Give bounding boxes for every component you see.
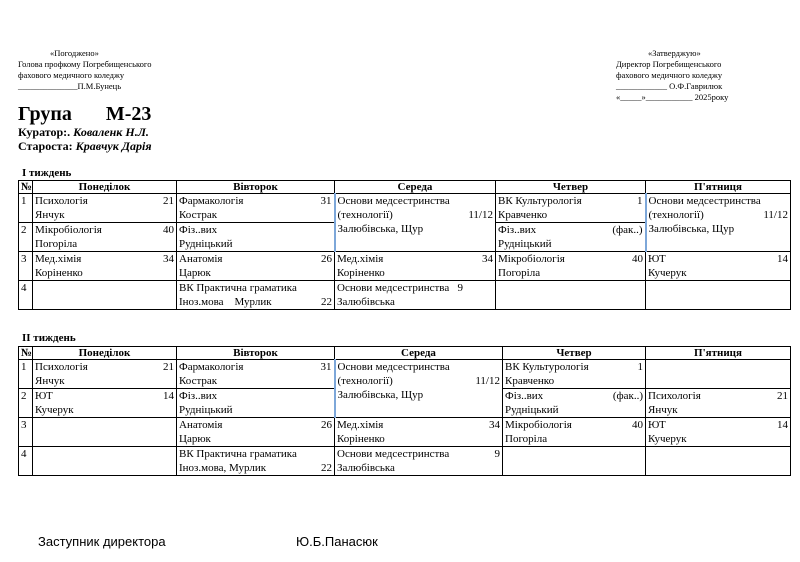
subject: Фармакологія <box>179 361 244 373</box>
subject: Мікробіологія <box>505 419 572 431</box>
approval-left-header: «Погоджено» <box>50 48 99 58</box>
lesson-cell-empty <box>496 281 646 310</box>
room: 9 <box>494 448 500 460</box>
subject: ВК Культурологія <box>498 195 582 207</box>
teacher-name: Мурлик <box>234 296 272 308</box>
table-row <box>19 252 791 281</box>
subject: Основи медсестринства <box>337 195 450 207</box>
subject: Основи медсестринства <box>337 361 450 373</box>
subject: ВК Практична граматика <box>179 448 297 460</box>
room: 22 <box>321 296 332 308</box>
teacher: Залюбівська, Щур <box>337 223 424 235</box>
lesson-cell <box>335 360 503 418</box>
lesson-cell-empty <box>33 447 177 476</box>
week1-label: І тиждень <box>22 167 72 179</box>
footer-signatory: Ю.Б.Панасюк <box>296 534 378 549</box>
lesson-cell <box>335 281 496 310</box>
curator-label: Куратор:. <box>18 125 71 139</box>
subject: Фіз..вих <box>498 224 537 236</box>
lesson-cell <box>335 418 503 447</box>
room: 34 <box>163 253 174 265</box>
lesson-cell <box>177 252 335 281</box>
room: 26 <box>321 253 332 265</box>
starosta-line <box>18 139 152 154</box>
teacher: Кострак <box>179 375 218 387</box>
room: 22 <box>321 462 332 474</box>
table-row <box>19 194 791 223</box>
subject: Мікробіологія <box>498 253 565 265</box>
col-tuesday: Вівторок <box>177 347 335 360</box>
approval-right-line1: Директор Погребищенського <box>616 59 722 69</box>
footer-position: Заступник директора <box>38 534 166 549</box>
teacher: Коріненко <box>337 267 385 279</box>
room: 21 <box>777 390 788 402</box>
subject: Анатомія <box>179 419 223 431</box>
teacher: Погоріла <box>35 238 78 250</box>
teacher: Залюбівська <box>337 462 395 474</box>
group-name: М-23 <box>105 103 152 125</box>
table-row <box>19 281 791 310</box>
room: 40 <box>163 224 174 236</box>
room: 14 <box>777 419 788 431</box>
room: (фак..) <box>612 224 643 236</box>
teacher: Кравченко <box>505 375 555 387</box>
teacher: Рудніцький <box>498 238 552 250</box>
subject: Основи медсестринства <box>337 448 450 460</box>
subject: Мед.хімія <box>35 253 82 265</box>
room: 34 <box>489 419 500 431</box>
col-wednesday: Середа <box>335 181 496 194</box>
lesson-cell <box>177 223 335 252</box>
lesson-cell <box>177 360 335 389</box>
lesson-number: 1 <box>19 194 33 223</box>
lesson-cell <box>335 252 496 281</box>
lesson-cell <box>335 447 503 476</box>
lesson-number: 2 <box>19 389 33 418</box>
col-friday: П'ятниця <box>646 347 791 360</box>
approval-block-right <box>616 48 791 103</box>
lesson-cell <box>503 360 646 389</box>
group-label: Група <box>18 103 72 125</box>
lesson-cell <box>503 418 646 447</box>
lesson-cell <box>33 252 177 281</box>
lesson-cell <box>335 194 496 252</box>
teacher: Рудніцький <box>505 404 559 416</box>
room: 11/12 <box>468 209 493 221</box>
subject: ВК Практична граматика <box>179 282 297 294</box>
table-header-row <box>19 347 791 360</box>
teacher: Залюбівська, Щур <box>648 223 735 235</box>
starosta-name: Кравчук Дарія <box>75 139 152 153</box>
table-row <box>19 447 791 476</box>
week2-label: ІІ тиждень <box>22 332 76 344</box>
subject: Фіз..вих <box>179 390 218 402</box>
col-tuesday: Вівторок <box>177 181 335 194</box>
subject: Мед.хімія <box>337 253 384 265</box>
curator-line <box>18 125 149 140</box>
subject: Мед.хімія <box>337 419 384 431</box>
teacher: Кучерук <box>35 404 74 416</box>
lesson-cell <box>33 389 177 418</box>
table-row <box>19 418 791 447</box>
col-num: № <box>19 347 33 360</box>
teacher: Коріненко <box>35 267 83 279</box>
lesson-cell <box>496 194 646 223</box>
lesson-cell-empty <box>646 447 791 476</box>
lesson-cell <box>496 223 646 252</box>
lesson-number: 1 <box>19 360 33 389</box>
lesson-cell <box>646 418 791 447</box>
starosta-label: Староста: <box>18 139 73 153</box>
teacher: Іноз.мова, Мурлик <box>179 462 267 474</box>
subject: Фармакологія <box>179 195 244 207</box>
approval-right-line2: фахового медичного коледжу <box>616 70 723 80</box>
lesson-number: 3 <box>19 252 33 281</box>
lesson-cell-empty <box>33 281 177 310</box>
room: (фак..) <box>612 390 643 402</box>
room: 11/12 <box>763 209 788 221</box>
approval-left-line1: Голова профкому Погребищенського <box>18 59 152 69</box>
teacher: Янчук <box>648 404 678 416</box>
lesson-cell <box>177 447 335 476</box>
room: 21 <box>163 195 174 207</box>
room: 9 <box>457 282 463 294</box>
lesson-number: 4 <box>19 447 33 476</box>
room: 14 <box>163 390 174 402</box>
room: 40 <box>632 253 643 265</box>
room: 40 <box>632 419 643 431</box>
room: 31 <box>320 361 332 373</box>
teacher: Янчук <box>35 209 65 221</box>
subject: Основи медсестринства <box>337 282 450 294</box>
subject: Психологія <box>35 195 88 207</box>
lesson-cell <box>33 194 177 223</box>
lesson-cell-empty <box>503 447 646 476</box>
lesson-cell <box>177 281 335 310</box>
subject: ВК Культурологія <box>505 361 589 373</box>
teacher: Кравченко <box>498 209 548 221</box>
lesson-cell <box>646 389 791 418</box>
col-friday: П'ятниця <box>646 181 791 194</box>
room: 14 <box>777 253 788 265</box>
room: 31 <box>320 195 332 207</box>
subject: Мікробіологія <box>35 224 102 236</box>
col-thursday: Четвер <box>503 347 646 360</box>
col-monday: Понеділок <box>33 181 177 194</box>
teacher: Кострак <box>179 209 218 221</box>
lesson-cell <box>496 252 646 281</box>
lesson-cell <box>177 418 335 447</box>
week2-schedule-table <box>18 346 791 476</box>
teacher: Залюбівська <box>337 296 395 308</box>
lesson-cell <box>646 252 791 281</box>
room: 21 <box>163 361 174 373</box>
teacher: Кучерук <box>648 433 687 445</box>
approval-right-line3: ____________ О.Ф.Гаврилюк <box>616 81 723 91</box>
room: 26 <box>321 419 332 431</box>
lesson-cell <box>646 194 791 252</box>
curator-name: Коваленк Н.Л. <box>73 125 149 139</box>
col-monday: Понеділок <box>33 347 177 360</box>
approval-right-line4: «_____»___________ 2025року <box>616 92 729 102</box>
approval-block-left <box>18 48 268 92</box>
teacher: Рудніцький <box>179 238 233 250</box>
subject: Психологія <box>648 390 701 402</box>
col-num: № <box>19 181 33 194</box>
table-row <box>19 360 791 389</box>
approval-left-line2: фахового медичного коледжу <box>18 70 125 80</box>
teacher: Погоріла <box>505 433 548 445</box>
subject: ЮТ <box>35 390 53 402</box>
subject: Фіз..вих <box>179 224 218 236</box>
teacher: Залюбівська, Щур <box>337 389 424 401</box>
lesson-cell-empty <box>33 418 177 447</box>
lesson-cell-empty <box>646 281 791 310</box>
col-thursday: Четвер <box>496 181 646 194</box>
lesson-number: 2 <box>19 223 33 252</box>
lesson-cell <box>177 194 335 223</box>
teacher: Рудніцький <box>179 404 233 416</box>
col-wednesday: Середа <box>335 347 503 360</box>
subject: Основи медсестринства <box>648 195 761 207</box>
lesson-cell <box>33 360 177 389</box>
subject: Психологія <box>35 361 88 373</box>
lesson-cell-empty <box>646 360 791 389</box>
teacher: Коріненко <box>337 433 385 445</box>
approval-left-line3: ______________П.М.Бунець <box>18 81 122 91</box>
room: 1 <box>637 195 643 207</box>
lesson-cell <box>33 223 177 252</box>
room: 34 <box>482 253 493 265</box>
subject-detail: (технології) <box>337 209 393 221</box>
teacher: Янчук <box>35 375 65 387</box>
lesson-number: 4 <box>19 281 33 310</box>
room: 11/12 <box>475 375 500 387</box>
subject: Фіз..вих <box>505 390 544 402</box>
teacher: Кучерук <box>648 267 687 279</box>
group-title <box>18 103 151 126</box>
subject-detail: (технології) <box>337 375 393 387</box>
lesson-cell <box>503 389 646 418</box>
teacher: Погоріла <box>498 267 541 279</box>
lesson-cell <box>177 389 335 418</box>
subject: Анатомія <box>179 253 223 265</box>
lesson-number: 3 <box>19 418 33 447</box>
room: 1 <box>637 361 643 373</box>
week1-schedule-table <box>18 180 791 310</box>
teacher: Царюк <box>179 267 211 279</box>
approval-right-header: «Затверджую» <box>648 48 701 58</box>
teacher: Іноз.мова <box>179 296 224 308</box>
subject: ЮТ <box>648 419 666 431</box>
table-header-row <box>19 181 791 194</box>
subject-detail: (технології) <box>648 209 704 221</box>
teacher: Царюк <box>179 433 211 445</box>
subject: ЮТ <box>648 253 666 265</box>
